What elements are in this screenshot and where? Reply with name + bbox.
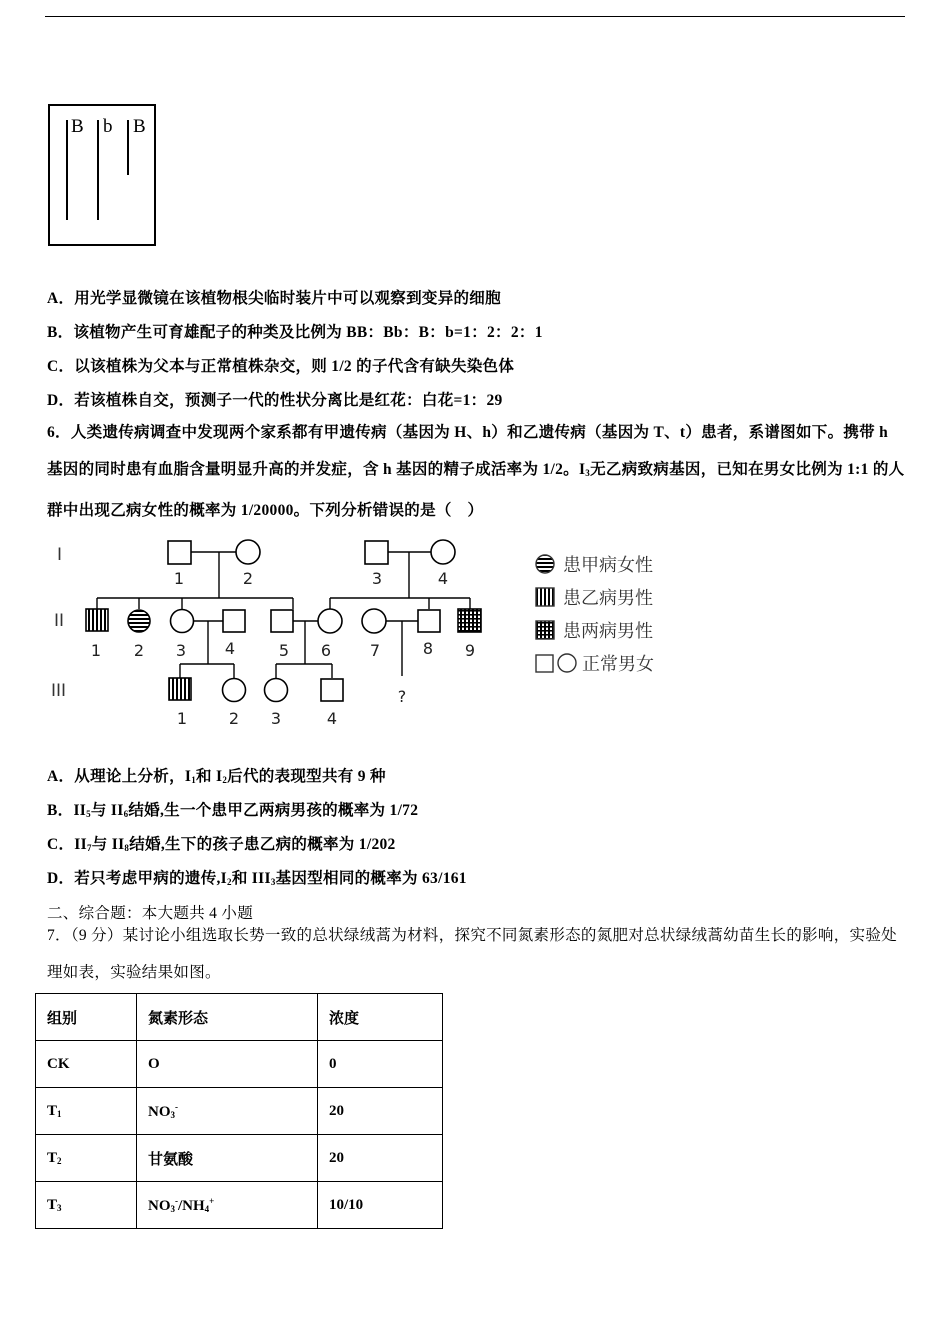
- legend-label-1: 患甲病女性: [563, 555, 653, 576]
- num-III3: 3: [270, 709, 282, 728]
- cell-concentration: 0: [318, 1041, 443, 1088]
- cell-concentration: 20: [318, 1135, 443, 1182]
- q5-option-b: B．该植物产生可育雄配子的种类及比例为 BB：Bb：B：b=1：2：2：1: [47, 324, 543, 341]
- num-II2: 2: [133, 641, 145, 660]
- num-III4: 4: [326, 709, 338, 728]
- gen-label-II: II: [54, 611, 65, 631]
- header-nitrogen-form: 氮素形态: [137, 994, 318, 1041]
- legend-symbol-jia-female: [536, 555, 554, 573]
- table-row: [36, 1088, 443, 1135]
- chromosome-2: [97, 120, 99, 220]
- section-heading: 二、综合题：本大题共 4 小题: [47, 905, 254, 922]
- table-row: [36, 1041, 443, 1088]
- chromosome-figure: [48, 104, 156, 246]
- q5-option-d: D．若该植株自交，预测子一代的性状分离比是红花：白花=1：29: [47, 392, 503, 409]
- pedigree-I4: [431, 540, 455, 564]
- cell-group: CK: [36, 1041, 137, 1088]
- pedigree-II3: [171, 610, 194, 633]
- pedigree-chart: [40, 530, 680, 730]
- q6-option-b: B．$II_5$与 $II_6$结婚,生一个患甲乙两病男孩的概率为 1/72: [47, 802, 419, 819]
- pedigree-II5: [271, 610, 293, 632]
- gen-label-III: III: [51, 681, 67, 701]
- table-header-row: [36, 994, 443, 1041]
- q5-option-a: A．用光学显微镜在该植物根尖临时装片中可以观察到变异的细胞: [47, 290, 501, 307]
- cell-nitrogen-form: O: [137, 1041, 318, 1088]
- gen-label-I: I: [57, 545, 63, 565]
- pedigree-II8: [418, 610, 440, 632]
- pedigree-II4: [223, 610, 245, 632]
- cell-group: $T_2$: [36, 1135, 137, 1182]
- pedigree-I3: [365, 541, 388, 564]
- q6-option-a: A．从理论上分析，$I_1$和 $I_2$后代的表现型共有 9 种: [47, 768, 386, 785]
- q6-option-c: C．$II_7$与 $II_8$结婚,生下的孩子患乙病的概率为 1/202: [47, 836, 396, 853]
- legend-label-2: 患乙病男性: [563, 588, 653, 609]
- header-group: 组别: [36, 994, 137, 1041]
- pedigree-III3: [265, 679, 288, 702]
- q6-option-d: D．若只考虑甲病的遗传$,I_2$和 $III_3$基因型相同的概率为 63/161: [47, 870, 467, 887]
- num-II1: 1: [90, 641, 102, 660]
- q7-table: [35, 993, 443, 1229]
- pedigree-III1: [169, 678, 191, 700]
- top-rule: [45, 16, 905, 17]
- pedigree-II7: [362, 609, 386, 633]
- cell-nitrogen-form: $NO_3^-/NH_4^+$: [137, 1182, 318, 1229]
- pedigree-III2: [223, 679, 246, 702]
- pedigree-III4: [321, 679, 343, 701]
- pedigree-I2: [236, 540, 260, 564]
- pedigree-I1: [168, 541, 191, 564]
- pedigree-II2: [128, 610, 150, 632]
- chromosome-3: [127, 120, 129, 175]
- chromosome-label-2: b: [103, 116, 113, 137]
- legend-symbol-normal-female: [558, 654, 576, 672]
- q6-stem: 6．人类遗传病调查中发现两个家系都有甲遗传病（基因为 H、h）和乙遗传病（基因为 T、t）患者，系谱图如下。携带 h 基因的同时患有血脂含量明显升高的并发症，含 h 基因的精子成活率为 1/2。$I_3$无乙病致病基因，已知在男女比例为 1:1 的人群中出现乙病女性的概率为 1/20000。下列分析错误的是（ ）: [47, 424, 905, 519]
- num-II8: 8: [422, 639, 434, 658]
- cell-group: $T_1$: [36, 1088, 137, 1135]
- table-row: [36, 1182, 443, 1229]
- num-II9: 9: [464, 641, 476, 660]
- legend-symbol-normal-male: [536, 655, 553, 672]
- pedigree-II1: [86, 609, 108, 631]
- num-II7: 7: [369, 641, 381, 660]
- num-II5: 5: [278, 641, 290, 660]
- legend-symbol-yi-male: [536, 588, 554, 606]
- cell-concentration: 10/10: [318, 1182, 443, 1229]
- num-I1: 1: [173, 569, 185, 588]
- cell-nitrogen-form: $NO_3^-$: [137, 1088, 318, 1135]
- table-row: [36, 1135, 443, 1182]
- num-II6: 6: [320, 641, 332, 660]
- legend-label-4: 正常男女: [582, 654, 654, 675]
- chromosome-label-3: B: [133, 116, 146, 137]
- cell-group: $T_3$: [36, 1182, 137, 1229]
- num-III2: 2: [228, 709, 240, 728]
- num-I2: 2: [242, 569, 254, 588]
- num-I4: 4: [437, 569, 449, 588]
- header-concentration: 浓度: [318, 994, 443, 1041]
- chromosome-1: [66, 120, 68, 220]
- q5-option-c: C．以该植株为父本与正常植株杂交，则 1/2 的子代含有缺失染色体: [47, 358, 515, 375]
- cell-nitrogen-form: 甘氨酸: [137, 1135, 318, 1182]
- num-unknown: ?: [397, 687, 407, 706]
- legend-label-3: 患两病男性: [563, 621, 653, 642]
- num-I3: 3: [371, 569, 383, 588]
- chromosome-label-1: B: [71, 116, 84, 137]
- pedigree-II6: [318, 609, 342, 633]
- num-II4: 4: [224, 639, 236, 658]
- pedigree-II9: [458, 609, 481, 632]
- cell-concentration: 20: [318, 1088, 443, 1135]
- q7-stem: 7．（9 分）某讨论小组选取长势一致的总状绿绒蒿为材料，探究不同氮素形态的氮肥对总状绿绒蒿幼苗生长的影响，实验处理如表，实验结果如图。: [47, 927, 897, 981]
- num-II3: 3: [175, 641, 187, 660]
- num-III1: 1: [176, 709, 188, 728]
- legend-symbol-both-male: [536, 621, 554, 639]
